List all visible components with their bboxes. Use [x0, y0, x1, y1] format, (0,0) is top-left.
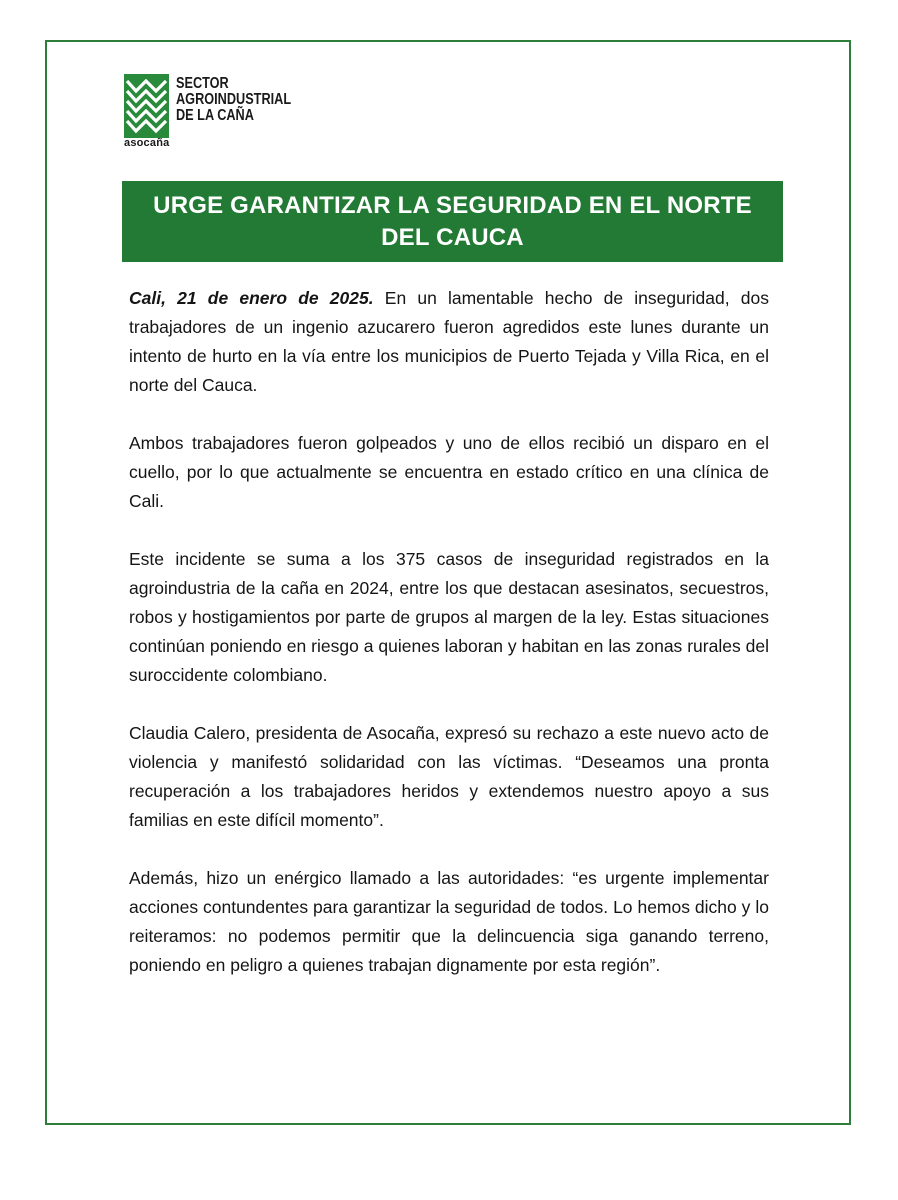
logo-wordmark: [176, 76, 291, 124]
paragraph-1-text: En un lamentable hecho de inseguridad, dos trabajadores de un ingenio azucarero fueron agredidos este lunes durante un intento de hurto en la vía entre los municipios de Puerto Tejada y Villa Rica, en el norte del Cauca.: [129, 288, 769, 395]
headline-banner: [122, 181, 783, 262]
dateline: Cali, 21 de enero de 2025.: [129, 288, 374, 308]
asocana-logo: [124, 74, 324, 154]
paragraph-4: Claudia Calero, presidenta de Asocaña, expresó su rechazo a este nuevo acto de violencia y manifestó solidaridad con las víctimas. “Deseamos una pronta recuperación a los trabajadores heridos y extendemos nuestro apoyo a sus familias en este difícil momento”.: [129, 723, 769, 830]
cane-logo-icon: [124, 74, 169, 138]
paragraph-2: Ambos trabajadores fueron golpeados y uno de ellos recibió un disparo en el cuello, por lo que actualmente se encuentra en estado crítico en una clínica de Cali.: [129, 433, 769, 511]
logo-subtitle: asocaña: [124, 137, 170, 149]
logo-line-3: DE LA CAÑA: [176, 107, 254, 124]
paragraph-5: Además, hizo un enérgico llamado a las autoridades: “es urgente implementar acciones contundentes para garantizar la seguridad de todos. Lo hemos dicho y lo reiteramos: no podemos permitir que la delincuencia siga ganando terreno, poniendo en peligro a quienes trabajan dignamente por esta región”.: [129, 868, 769, 975]
logo-line-2: AGROINDUSTRIAL: [176, 91, 292, 108]
logo-line-1: SECTOR: [176, 75, 229, 92]
press-release-body: [129, 284, 769, 1009]
paragraph-3: Este incidente se suma a los 375 casos de inseguridad registrados en la agroindustria de la caña en 2024, entre los que destacan asesinatos, secuestros, robos y hostigamientos por parte de grupos al margen de la ley. Estas situaciones continúan poniendo en riesgo a quienes laboran y habitan en las zonas rurales del suroccidente colombiano.: [129, 549, 769, 685]
headline-title: URGE GARANTIZAR LA SEGURIDAD EN EL NORTE DEL CAUCA: [153, 191, 752, 251]
paragraph-1: [129, 284, 769, 400]
